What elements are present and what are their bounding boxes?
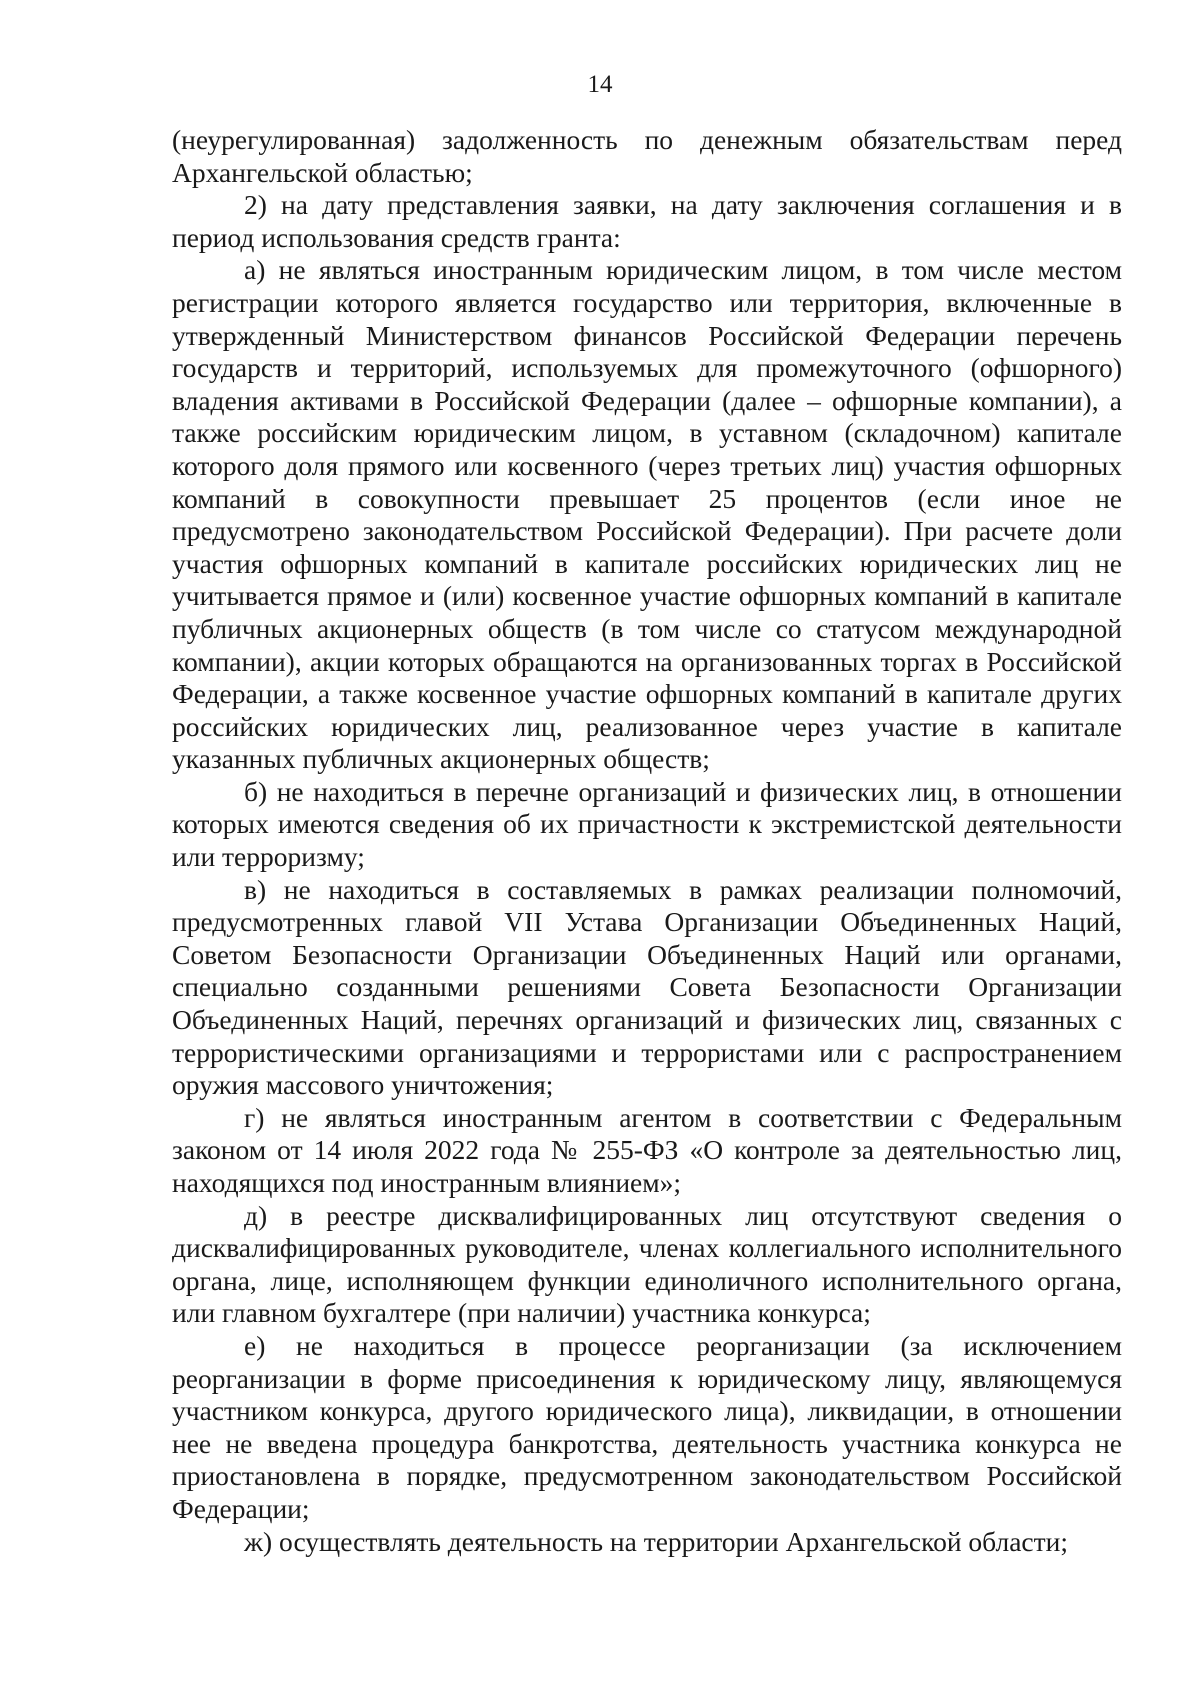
- document-body: [172, 124, 1122, 1558]
- paragraph-item-a: а) не являться иностранным юридическим лицом, в том числе местом регистрации которого является государство или территория, включенные в утвержденный Министерством финансов Российской Федерации перечень государств и территорий, используемых для промежуточного (офшорного) владения активами в Российской Федерации (далее – офшорные компании), а также российским юридическим лицом, в уставном (складочном) капитале которого доля прямого или косвенного (через третьих лиц) участия офшорных компаний в совокупности превышает 25 процентов (если иное не предусмотрено законодательством Российской Федерации). При расчете доли участия офшорных компаний в капитале российских юридических лиц не учитывается прямое и (или) косвенное участие офшорных компаний в капитале публичных акционерных обществ (в том числе со статусом международной компании), акции которых обращаются на организованных торгах в Российской Федерации, а также косвенное участие офшорных компаний в капитале других российских юридических лиц, реализованное через участие в капитале указанных публичных акционерных обществ;: [172, 254, 1122, 775]
- paragraph-debt-continuation: (неурегулированная) задолженность по денежным обязательствам перед Архангельской областью;: [172, 124, 1122, 188]
- paragraph-item-b: б) не находиться в перечне организаций и физических лиц, в отношении которых имеются сведения об их причастности к экстремистской деятельности или терроризму;: [172, 775, 1122, 873]
- page-number: 14: [587, 71, 613, 98]
- paragraph-item-e: е) не находиться в процессе реорганизации (за исключением реорганизации в форме присоединения к юридическому лицу, являющемуся участником конкурса, другого юридического лица), ликвидации, в отношении нее не введена процедура банкротства, деятельность участника конкурса не приостановлена в порядке, предусмотренном законодательством Российской Федерации;: [172, 1329, 1122, 1524]
- paragraph-item-zh: ж) осуществлять деятельность на территории Архангельской области;: [244, 1525, 1068, 1557]
- paragraph-item-v: в) не находиться в составляемых в рамках реализации полномочий, предусмотренных главой VII Устава Организации Объединенных Наций, Советом Безопасности Организации Объединенных Наций или органами, специально созданными решениями Совета Безопасности Организации Объединенных Наций, перечнях организаций и физических лиц, связанных с террористическими организациями и террористами или с распространением оружия массового уничтожения;: [172, 873, 1122, 1101]
- paragraph-item-2: 2) на дату представления заявки, на дату заключения соглашения и в период использования средств гранта:: [172, 189, 1122, 253]
- paragraph-item-d: д) в реестре дисквалифицированных лиц отсутствуют сведения о дисквалифицированных руководителе, членах коллегиального исполнительного органа, лице, исполняющем функции единоличного исполнительного органа, или главном бухгалтере (при наличии) участника конкурса;: [172, 1199, 1122, 1329]
- paragraph-item-g: г) не являться иностранным агентом в соответствии с Федеральным законом от 14 июля 2022 года № 255-ФЗ «О контроле за деятельностью лиц, находящихся под иностранным влиянием»;: [172, 1101, 1122, 1198]
